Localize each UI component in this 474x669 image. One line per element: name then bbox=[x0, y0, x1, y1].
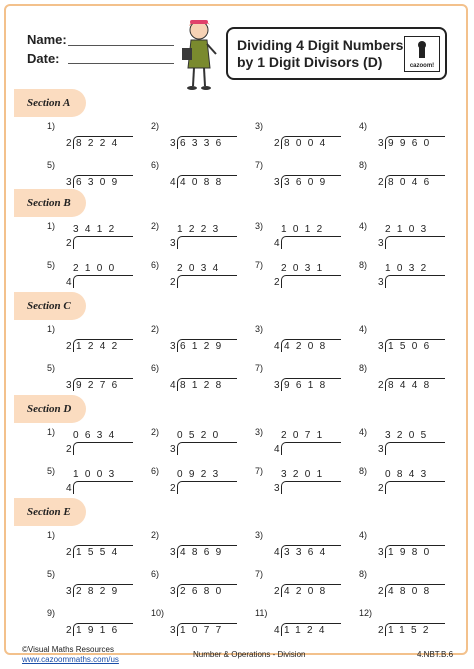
problem-number: 10) bbox=[151, 608, 165, 618]
division-problem bbox=[27, 528, 137, 564]
divisor: 4 bbox=[170, 380, 176, 391]
problem-number: 5) bbox=[47, 569, 56, 579]
divisor: 3 bbox=[274, 483, 280, 494]
division-problem bbox=[27, 606, 137, 642]
date-field[interactable] bbox=[68, 63, 174, 64]
dividend: 1554 bbox=[76, 547, 124, 558]
divisor: 4 bbox=[274, 547, 280, 558]
division-problem bbox=[339, 567, 449, 603]
division-bracket bbox=[73, 481, 133, 494]
divisor: 4 bbox=[274, 238, 280, 249]
problem-number: 1) bbox=[47, 427, 56, 437]
division-bracket bbox=[385, 442, 445, 455]
dividend: 6309 bbox=[76, 177, 124, 188]
divisor: 3 bbox=[170, 138, 176, 149]
section-title: Section E bbox=[14, 498, 86, 526]
problem-number: 5) bbox=[47, 260, 56, 270]
problem-number: 4) bbox=[359, 530, 368, 540]
dividend: 4808 bbox=[388, 586, 436, 597]
division-bracket bbox=[385, 275, 445, 288]
divisor: 3 bbox=[378, 238, 384, 249]
division-problem bbox=[27, 567, 137, 603]
division-problem bbox=[339, 258, 449, 294]
quotient: 1032 bbox=[385, 263, 433, 274]
division-problem bbox=[131, 258, 241, 294]
dividend: 4869 bbox=[180, 547, 228, 558]
dividend: 8224 bbox=[76, 138, 124, 149]
problem-number: 1) bbox=[47, 530, 56, 540]
page-subtitle: by 1 Digit Divisors (D) bbox=[237, 54, 383, 70]
section-title: Section A bbox=[14, 89, 86, 117]
division-problem bbox=[27, 361, 137, 397]
division-bracket bbox=[281, 442, 341, 455]
dividend: 1916 bbox=[76, 625, 124, 636]
division-bracket bbox=[281, 275, 341, 288]
quotient: 2031 bbox=[281, 263, 329, 274]
division-problem bbox=[27, 322, 137, 358]
dividend: 1077 bbox=[180, 625, 228, 636]
dividend: 3364 bbox=[284, 547, 332, 558]
division-bracket bbox=[281, 236, 341, 249]
division-problem bbox=[235, 567, 345, 603]
divisor: 3 bbox=[378, 444, 384, 455]
keyhole-icon bbox=[405, 37, 439, 61]
divisor: 2 bbox=[378, 483, 384, 494]
quotient: 2071 bbox=[281, 430, 329, 441]
quotient: 2103 bbox=[385, 224, 433, 235]
division-problem bbox=[339, 606, 449, 642]
division-problem bbox=[235, 528, 345, 564]
footer-standard-code: 4.NBT.B.6 bbox=[417, 650, 454, 659]
division-problem bbox=[235, 258, 345, 294]
dividend: 8448 bbox=[388, 380, 436, 391]
divisor: 2 bbox=[66, 238, 72, 249]
divisor: 2 bbox=[274, 138, 280, 149]
divisor: 2 bbox=[66, 547, 72, 558]
division-problem bbox=[235, 219, 345, 255]
dividend: 2829 bbox=[76, 586, 124, 597]
footer-topic: Number & Operations - Division bbox=[193, 650, 306, 659]
divisor: 4 bbox=[66, 483, 72, 494]
dividend: 8128 bbox=[180, 380, 228, 391]
division-problem bbox=[235, 361, 345, 397]
problem-number: 4) bbox=[359, 221, 368, 231]
dividend: 1124 bbox=[284, 625, 331, 636]
division-problem bbox=[235, 322, 345, 358]
problem-number: 7) bbox=[255, 160, 264, 170]
quotient: 3412 bbox=[73, 224, 121, 235]
division-problem bbox=[27, 219, 137, 255]
division-bracket bbox=[385, 481, 445, 494]
quotient: 2034 bbox=[177, 263, 225, 274]
divisor: 4 bbox=[274, 341, 280, 352]
problem-number: 8) bbox=[359, 160, 368, 170]
divisor: 3 bbox=[66, 177, 72, 188]
dividend: 1980 bbox=[388, 547, 436, 558]
divisor: 2 bbox=[274, 586, 280, 597]
problem-number: 8) bbox=[359, 569, 368, 579]
problem-number: 7) bbox=[255, 363, 264, 373]
division-problem bbox=[131, 567, 241, 603]
division-problem bbox=[131, 464, 241, 500]
dividend: 1152 bbox=[388, 625, 435, 636]
division-bracket bbox=[73, 275, 133, 288]
division-problem bbox=[339, 425, 449, 461]
problem-number: 11) bbox=[255, 608, 268, 618]
division-bracket bbox=[177, 236, 237, 249]
problem-number: 2) bbox=[151, 221, 160, 231]
quotient: 0843 bbox=[385, 469, 433, 480]
divisor: 3 bbox=[378, 277, 384, 288]
problem-number: 3) bbox=[255, 324, 264, 334]
division-problem bbox=[131, 425, 241, 461]
problem-number: 7) bbox=[255, 569, 264, 579]
problem-number: 12) bbox=[359, 608, 373, 618]
problem-number: 1) bbox=[47, 121, 56, 131]
division-problem bbox=[27, 119, 137, 155]
divisor: 2 bbox=[378, 177, 384, 188]
problem-number: 3) bbox=[255, 427, 264, 437]
quotient: 2100 bbox=[73, 263, 121, 274]
problem-number: 8) bbox=[359, 466, 368, 476]
quotient: 3205 bbox=[385, 430, 433, 441]
division-problem bbox=[235, 606, 345, 642]
divisor: 3 bbox=[378, 341, 384, 352]
problem-number: 5) bbox=[47, 363, 56, 373]
name-label: Name: bbox=[27, 32, 67, 47]
problem-number: 5) bbox=[47, 466, 56, 476]
divisor: 2 bbox=[170, 277, 176, 288]
divisor: 2 bbox=[66, 341, 72, 352]
division-bracket bbox=[73, 236, 133, 249]
dividend: 6336 bbox=[180, 138, 228, 149]
name-field[interactable] bbox=[68, 45, 174, 46]
problem-number: 4) bbox=[359, 324, 368, 334]
division-problem bbox=[339, 119, 449, 155]
division-bracket bbox=[281, 481, 341, 494]
division-bracket bbox=[177, 442, 237, 455]
divisor: 2 bbox=[170, 483, 176, 494]
quotient: 0923 bbox=[177, 469, 225, 480]
division-bracket bbox=[385, 236, 445, 249]
divisor: 3 bbox=[378, 547, 384, 558]
divisor: 2 bbox=[66, 138, 72, 149]
problem-number: 3) bbox=[255, 221, 264, 231]
dividend: 2680 bbox=[180, 586, 228, 597]
problem-number: 3) bbox=[255, 121, 264, 131]
divisor: 2 bbox=[66, 625, 72, 636]
dividend: 9960 bbox=[388, 138, 436, 149]
division-problem bbox=[131, 322, 241, 358]
problem-number: 6) bbox=[151, 260, 160, 270]
divisor: 3 bbox=[274, 380, 280, 391]
division-problem bbox=[131, 528, 241, 564]
dividend: 4208 bbox=[284, 341, 332, 352]
problem-number: 6) bbox=[151, 569, 160, 579]
division-problem bbox=[339, 219, 449, 255]
dividend: 4208 bbox=[284, 586, 332, 597]
problem-number: 6) bbox=[151, 160, 160, 170]
page-title: Dividing 4 Digit Numbers bbox=[237, 37, 404, 53]
divisor: 2 bbox=[66, 444, 72, 455]
dividend: 6129 bbox=[180, 341, 228, 352]
divisor: 3 bbox=[170, 341, 176, 352]
problem-number: 2) bbox=[151, 427, 160, 437]
division-bracket bbox=[73, 442, 133, 455]
divisor: 3 bbox=[170, 238, 176, 249]
problem-number: 3) bbox=[255, 530, 264, 540]
division-problem bbox=[131, 158, 241, 194]
division-bracket bbox=[177, 275, 237, 288]
problem-number: 2) bbox=[151, 324, 160, 334]
problem-number: 1) bbox=[47, 324, 56, 334]
division-problem bbox=[27, 425, 137, 461]
dividend: 1506 bbox=[388, 341, 436, 352]
division-problem bbox=[131, 606, 241, 642]
problem-number: 2) bbox=[151, 121, 160, 131]
dividend: 9276 bbox=[76, 380, 124, 391]
division-problem bbox=[131, 219, 241, 255]
dividend: 1242 bbox=[76, 341, 124, 352]
division-problem bbox=[339, 528, 449, 564]
title-box bbox=[226, 27, 447, 80]
divisor: 2 bbox=[378, 380, 384, 391]
dividend: 3609 bbox=[284, 177, 332, 188]
division-problem bbox=[339, 158, 449, 194]
divisor: 3 bbox=[170, 586, 176, 597]
divisor: 3 bbox=[378, 138, 384, 149]
division-problem bbox=[235, 119, 345, 155]
problem-number: 4) bbox=[359, 427, 368, 437]
divisor: 3 bbox=[170, 625, 176, 636]
divisor: 3 bbox=[66, 380, 72, 391]
dividend: 8004 bbox=[284, 138, 332, 149]
divisor: 4 bbox=[274, 625, 280, 636]
division-problem bbox=[235, 464, 345, 500]
problem-number: 6) bbox=[151, 363, 160, 373]
problem-number: 5) bbox=[47, 160, 56, 170]
division-problem bbox=[339, 464, 449, 500]
problem-number: 7) bbox=[255, 466, 264, 476]
division-problem bbox=[235, 425, 345, 461]
problem-number: 8) bbox=[359, 363, 368, 373]
quotient: 3201 bbox=[281, 469, 329, 480]
problem-number: 8) bbox=[359, 260, 368, 270]
divisor: 3 bbox=[170, 444, 176, 455]
divisor: 3 bbox=[66, 586, 72, 597]
problem-number: 4) bbox=[359, 121, 368, 131]
quotient: 1012 bbox=[281, 224, 329, 235]
divisor: 4 bbox=[274, 444, 280, 455]
section-title: Section C bbox=[14, 292, 86, 320]
dividend: 9618 bbox=[284, 380, 332, 391]
division-problem bbox=[27, 464, 137, 500]
quotient: 0634 bbox=[73, 430, 121, 441]
divisor: 3 bbox=[274, 177, 280, 188]
division-problem bbox=[235, 158, 345, 194]
divisor: 2 bbox=[378, 625, 384, 636]
footer-copyright: ©Visual Maths Resources bbox=[22, 645, 115, 654]
quotient: 0520 bbox=[177, 430, 225, 441]
division-problem bbox=[131, 119, 241, 155]
problem-number: 2) bbox=[151, 530, 160, 540]
dividend: 4088 bbox=[180, 177, 228, 188]
footer-website-link[interactable]: www.cazoommaths.com/us bbox=[22, 655, 119, 664]
cazoom-logo bbox=[404, 36, 440, 72]
problem-number: 9) bbox=[47, 608, 56, 618]
divisor: 4 bbox=[66, 277, 72, 288]
problem-number: 7) bbox=[255, 260, 264, 270]
quotient: 1003 bbox=[73, 469, 121, 480]
section-title: Section B bbox=[14, 189, 86, 217]
problem-number: 6) bbox=[151, 466, 160, 476]
division-problem bbox=[339, 322, 449, 358]
dividend: 8046 bbox=[388, 177, 436, 188]
divisor: 4 bbox=[170, 177, 176, 188]
quotient: 1223 bbox=[177, 224, 225, 235]
problem-number: 1) bbox=[47, 221, 56, 231]
girl-illustration bbox=[174, 14, 224, 94]
division-problem bbox=[27, 258, 137, 294]
division-bracket bbox=[177, 481, 237, 494]
section-title: Section D bbox=[14, 395, 86, 423]
date-label: Date: bbox=[27, 51, 60, 66]
division-problem bbox=[131, 361, 241, 397]
divisor: 2 bbox=[378, 586, 384, 597]
divisor: 3 bbox=[170, 547, 176, 558]
logo-text: cazoom! bbox=[409, 63, 435, 69]
division-problem bbox=[339, 361, 449, 397]
divisor: 2 bbox=[274, 277, 280, 288]
